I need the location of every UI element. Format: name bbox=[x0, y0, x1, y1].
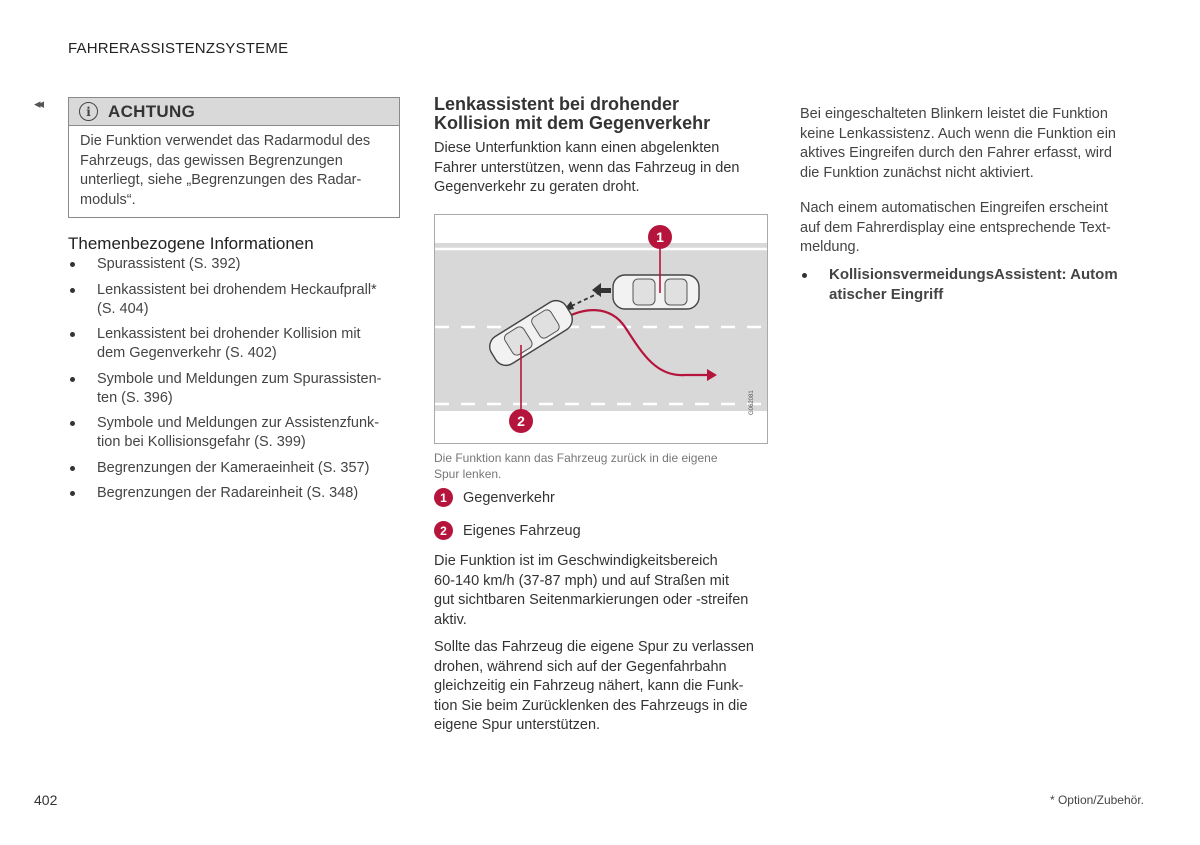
figure-caption: Die Funktion kann das Fahrzeug zurück in die eigene Spur lenken. bbox=[434, 451, 718, 481]
warning-title: ACHTUNG bbox=[108, 101, 196, 121]
figure-marker-1: 1 bbox=[656, 229, 664, 245]
oncoming-car-icon bbox=[613, 275, 699, 309]
warning-line: moduls“. bbox=[80, 191, 136, 208]
legend-label: Eigenes Fahrzeug bbox=[463, 522, 581, 539]
warning-line: Die Funktion verwendet das Radarmodul des bbox=[80, 133, 371, 149]
legend-item-oncoming bbox=[434, 488, 555, 507]
warning-line: Fahrzeugs, das gewissen Begrenzungen bbox=[80, 152, 343, 169]
section-intro-text: Diese Unterfunktion kann einen abgelenkten Fahrer unterstützen, wenn das Fahrzeug in den Gegenverkehr zu geraten droht. bbox=[434, 140, 740, 195]
warning-box bbox=[68, 97, 400, 218]
related-link[interactable]: Symbole und Meldungen zum Spurassisten- ten (S. 396) bbox=[68, 370, 398, 408]
info-icon: i bbox=[79, 102, 98, 121]
legend-number-1: 1 bbox=[434, 488, 453, 507]
legend-number-2: 2 bbox=[434, 521, 453, 540]
warning-line: unterliegt, siehe „Begrenzungen des Radar- bbox=[80, 172, 362, 188]
legend-label: Gegenverkehr bbox=[463, 489, 555, 506]
function-paragraph: Sollte das Fahrzeug die eigene Spur zu verlassen drohen, während sich auf der Gegenfahrbahn gleichzeitig ein Fahrzeug nähert, kann die Funk- tion Sie beim Zurücklenken des Fahrzeugs in die eigene Spur unterstützen. bbox=[434, 639, 754, 733]
section-title: Lenkassistent bei drohender Kollision mit dem Gegenverkehr bbox=[434, 94, 711, 133]
related-link[interactable]: Begrenzungen der Kameraeinheit (S. 357) bbox=[68, 459, 398, 478]
figure-marker-2: 2 bbox=[517, 413, 525, 429]
related-link[interactable]: Begrenzungen der Radareinheit (S. 348) bbox=[68, 484, 398, 503]
message-paragraph: Nach einem automatischen Eingreifen erscheint auf dem Fahrerdisplay eine entsprechende Text- meldung. bbox=[800, 200, 1111, 255]
speed-range-paragraph: Die Funktion ist im Geschwindigkeitsbereich 60-140 km/h (37-87 mph) und auf Straßen mit gut sichtbaren Seitenmarkierungen oder -streifen aktiv. bbox=[434, 553, 749, 628]
related-link[interactable]: Symbole und Meldungen zur Assistenzfunk- tion bei Kollisionsgefahr (S. 399) bbox=[68, 414, 398, 452]
warning-text bbox=[69, 126, 399, 210]
page-number: 402 bbox=[34, 792, 58, 808]
related-info-list bbox=[68, 255, 398, 510]
related-info-title: Themenbezogene Informationen bbox=[68, 234, 314, 253]
related-link[interactable]: Spurassistent (S. 392) bbox=[68, 255, 398, 274]
collision-avoidance-link[interactable]: KollisionsvermeidungsAssistent: Autom atischer Eingriff bbox=[800, 265, 1130, 305]
running-header: FAHRERASSISTENZSYSTEME bbox=[68, 40, 289, 57]
related-link[interactable]: Lenkassistent bei drohender Kollision mit dem Gegenverkehr (S. 402) bbox=[68, 325, 398, 363]
section-intro bbox=[434, 95, 774, 198]
illustration-figure bbox=[434, 214, 768, 444]
figure-code: G062081 bbox=[749, 390, 755, 415]
legend-item-own bbox=[434, 521, 581, 540]
back-arrows-icon[interactable]: ◂◂ bbox=[34, 96, 42, 111]
warning-header bbox=[69, 98, 399, 126]
blinker-paragraph: Bei eingeschalteten Blinkern leistet die Funktion keine Lenkassistenz. Auch wenn die Funktion ein aktives Eingreifen durch den Fahrer erfasst, wird die Funktion zunächst nicht aktiviert. bbox=[800, 106, 1116, 181]
related-link[interactable]: Lenkassistent bei drohendem Heckaufprall* (S. 404) bbox=[68, 281, 398, 319]
road-illustration bbox=[435, 215, 767, 443]
footnote: * Option/Zubehör. bbox=[1049, 793, 1144, 807]
